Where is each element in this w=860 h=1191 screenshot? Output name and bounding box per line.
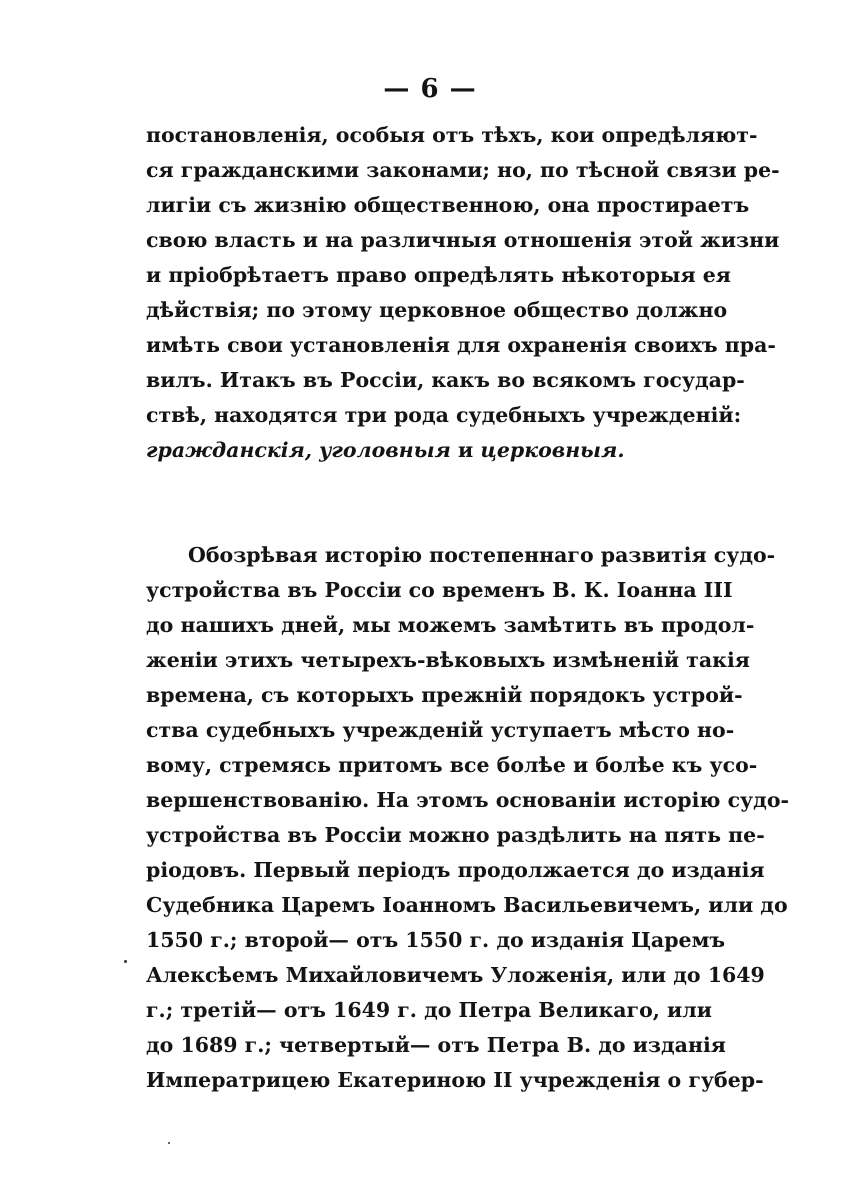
page-number: — 6 — <box>383 74 477 104</box>
text-line: свою власть и на различныя отношенія этой жизни <box>146 228 780 252</box>
text-line: ріодовъ. Первый періодъ продолжается до изданія <box>146 858 765 882</box>
text-line: дѣйствія; по этому церковное общество должно <box>146 298 728 322</box>
text-line: вому, стремясь притомъ все болѣе и болѣе къ усо- <box>146 753 758 777</box>
text-line: имѣть свои установленія для охраненія своихъ пра- <box>146 333 776 357</box>
paragraph-2 <box>146 538 790 1098</box>
text-line: вершенствованію. На этомъ основаніи исторію судо- <box>146 788 790 812</box>
text-line: 1550 г.; второй— отъ 1550 г. до изданія Царемъ <box>146 928 726 952</box>
text-line-first: Обозрѣвая исторію постепеннаго развитія судо- <box>188 543 776 567</box>
text-line: до 1689 г.; четвертый— отъ Петра В. до изданія <box>146 1033 726 1057</box>
text-line: Императрицею Екатериною II учрежденія о губер- <box>146 1068 764 1092</box>
text-line: г.; третій— отъ 1649 г. до Петра Великаго, или <box>146 998 712 1022</box>
text-line: до нашихъ дней, мы можемъ замѣтить въ продол- <box>146 613 755 637</box>
italic-term-criminal: уголовныя <box>319 438 451 462</box>
text-line: Судебника Царемъ Іоанномъ Васильевичемъ, или до <box>146 893 788 917</box>
text-line: и пріобрѣтаетъ право опредѣлять нѣкоторыя ея <box>146 263 731 287</box>
italic-term-church: церковныя. <box>480 438 625 462</box>
text-line: устройства въ Россіи со временъ В. К. Іоанна III <box>146 578 733 602</box>
ink-speck <box>168 1142 170 1144</box>
italic-term-civil: гражданскія, <box>146 438 312 462</box>
text-line: времена, съ которыхъ прежній порядокъ устрой- <box>146 683 743 707</box>
text-line: Алексѣемъ Михайловичемъ Уложенія, или до 1649 <box>146 963 765 987</box>
text-line: постановленія, особыя отъ тѣхъ, кои опредѣляют- <box>146 123 758 147</box>
text-line: вилъ. Итакъ въ Россіи, какъ во всякомъ государ- <box>146 368 745 392</box>
text-line: ствѣ, находятся три рода судебныхъ учрежденій: <box>146 403 742 427</box>
text-line: женіи этихъ четырехъ-вѣковыхъ измѣненій такія <box>146 648 750 672</box>
text-line-final <box>146 433 710 468</box>
text-line: ся гражданскими законами; но, по тѣсной связи ре- <box>146 158 780 182</box>
ink-speck <box>124 960 127 963</box>
text-line: ства судебныхъ учрежденій уступаетъ мѣсто но- <box>146 718 735 742</box>
text-line: лигіи съ жизнію общественною, она простираетъ <box>146 193 750 217</box>
text-line: устройства въ Россіи можно раздѣлить на пять пе- <box>146 823 765 847</box>
paragraph-1 <box>146 118 780 468</box>
conjunction: и <box>458 438 474 462</box>
